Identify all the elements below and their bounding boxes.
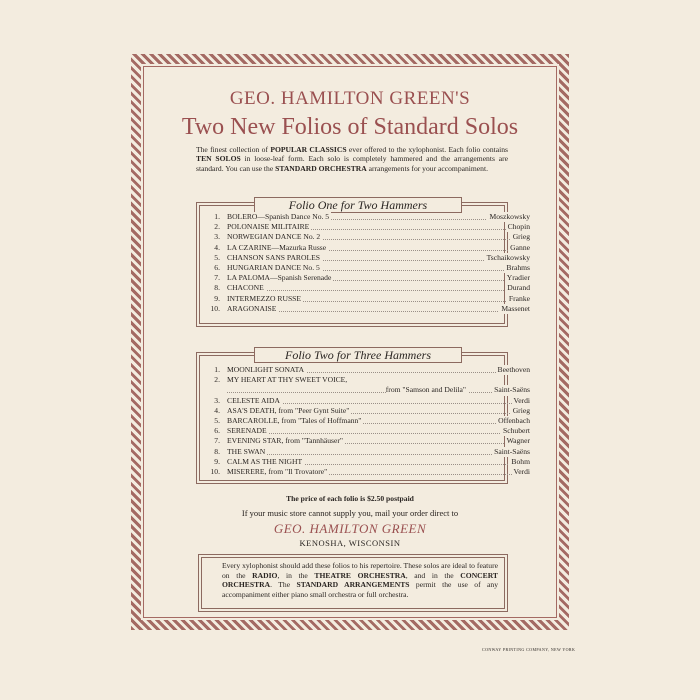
item-number: 10. (210, 303, 220, 313)
list-item (200, 406, 530, 416)
item-title: POLONAISE MILITAIRE (227, 222, 310, 232)
item-number: 9. (214, 293, 220, 303)
item-composer: Verdi (513, 466, 530, 476)
list-item (200, 232, 530, 242)
item-composer: Bohm (511, 456, 530, 466)
folio-one-list (200, 212, 530, 314)
folio-two-list (200, 365, 530, 477)
dot-leader (227, 385, 530, 393)
item-number: 9. (214, 456, 220, 466)
item-composer: Franke (508, 293, 530, 303)
order-instructions: If your music store cannot supply you, mail your order direct to (241, 508, 459, 518)
item-title: ARAGONAISE (227, 303, 277, 313)
item-composer: Schubert (503, 426, 530, 436)
item-composer: Wagner (506, 436, 530, 446)
item-composer: Yradier (506, 273, 530, 283)
item-composer: Grieg (512, 405, 530, 415)
list-item (200, 457, 530, 467)
item-composer: Offenbach (498, 415, 530, 425)
list-item (200, 283, 530, 293)
item-number: 2. (214, 375, 220, 385)
item-composer: Massenet (501, 303, 530, 313)
publisher-name: GEO. HAMILTON GREEN'S (229, 88, 471, 109)
item-number: 8. (214, 446, 220, 456)
list-item (200, 273, 530, 283)
item-composer: Beethoven (497, 365, 530, 374)
item-composer: Moszkowsky (489, 212, 530, 221)
item-number: 4. (214, 405, 220, 415)
item-title: CALM AS THE NIGHT (227, 456, 303, 466)
list-item (200, 467, 530, 477)
list-item (200, 263, 530, 273)
item-title: BARCAROLLE, from "Tales of Hoffmann" (227, 415, 362, 425)
item-composer: Saint-Saëns (494, 385, 530, 395)
list-item (200, 212, 530, 222)
order-name: GEO. HAMILTON GREEN (273, 521, 427, 536)
item-title: HUNGARIAN DANCE No. 5 (227, 262, 320, 272)
page-title: Two New Folios of Standard Solos (181, 114, 519, 140)
item-title: CHACONE (227, 283, 264, 293)
item-number: 3. (214, 232, 220, 242)
bottom-note-text: Every xylophonist should add these folios to his repertoire. These solos are ideal to feature on the RADIO, in the THEATRE ORCHESTRA, and in the CONCERT ORCHESTRA. The STANDARD ARRANGEMENTS permit the use of any accompaniment either piano small orchestra or full orchestra. (222, 561, 499, 599)
item-number: 10. (210, 466, 220, 476)
item-number: 3. (214, 395, 220, 405)
dot-leader (227, 447, 530, 455)
item-number: 6. (214, 426, 220, 436)
list-item (200, 304, 530, 314)
item-composer: Verdi (513, 395, 530, 405)
printer-credit: CONWAY PRINTING COMPANY, NEW YORK (482, 647, 576, 652)
list-item (200, 396, 530, 406)
item-title: EVENING STAR, from "Tannhäuser" (227, 436, 343, 446)
item-title: CELESTE AIDA (227, 395, 280, 405)
item-number: 6. (214, 262, 220, 272)
order-city: KENOSHA, WISCONSIN (299, 538, 401, 548)
list-item (200, 222, 530, 232)
list-item (200, 436, 530, 446)
item-number: 7. (214, 436, 220, 446)
item-number: 5. (214, 415, 220, 425)
item-title: MY HEART AT THY SWEET VOICE, (227, 375, 348, 385)
item-composer: Saint-Saëns (494, 446, 530, 456)
folio-two-heading: Folio Two for Three Hammers (254, 347, 462, 363)
list-item (200, 375, 530, 385)
dot-leader (227, 283, 530, 291)
list-item (200, 294, 530, 304)
item-composer: Durand (507, 283, 530, 293)
item-composer: Tschaikowsky (486, 252, 530, 262)
item-composer: Chopin (507, 222, 530, 232)
folio-one-heading: Folio One for Two Hammers (254, 197, 462, 213)
item-composer: Brahms (506, 262, 530, 272)
item-title: SERENADE (227, 426, 267, 436)
item-number: 1. (214, 212, 220, 221)
list-item (200, 416, 530, 426)
list-item (200, 365, 530, 375)
item-composer: Ganne (510, 242, 530, 252)
item-number: 4. (214, 242, 220, 252)
item-title: NORWEGIAN DANCE No. 2 (227, 232, 321, 242)
item-title: BOLERO—Spanish Dance No. 5 (227, 212, 330, 221)
item-number: 1. (214, 365, 220, 374)
item-composer: Grieg (512, 232, 530, 242)
list-item (200, 385, 530, 395)
price-line: The price of each folio is $2.50 postpaid (286, 494, 414, 503)
list-item (200, 447, 530, 457)
list-item (200, 253, 530, 263)
item-title: LA PALOMA—Spanish Serenade (227, 273, 332, 283)
item-number: 2. (214, 222, 220, 232)
item-title: from "Samson and Delila" (385, 385, 466, 395)
item-title: INTERMEZZO RUSSE (227, 293, 302, 303)
item-number: 7. (214, 273, 220, 283)
item-title: ASA'S DEATH, from "Peer Gynt Suite" (227, 405, 350, 415)
intro-paragraph: The finest collection of POPULAR CLASSICS ever offered to the xylophonist. Each folio contains TEN SOLOS in loose-leaf form. Each solo is completely hammered and the arrangements are standard. You can use the STANDARD ORCHESTRA arrangements for your accompaniment. (196, 145, 508, 173)
dot-leader (227, 426, 530, 434)
list-item (200, 426, 530, 436)
item-title: CHANSON SANS PAROLES (227, 252, 320, 262)
item-title: MISERERE, from "Il Trovatore" (227, 466, 328, 476)
item-title: MOONLIGHT SONATA (227, 365, 305, 374)
item-title: THE SWAN (227, 446, 266, 456)
item-number: 5. (214, 252, 220, 262)
list-item (200, 243, 530, 253)
item-title: LA CZARINE—Mazurka Russe (227, 242, 327, 252)
item-number: 8. (214, 283, 220, 293)
